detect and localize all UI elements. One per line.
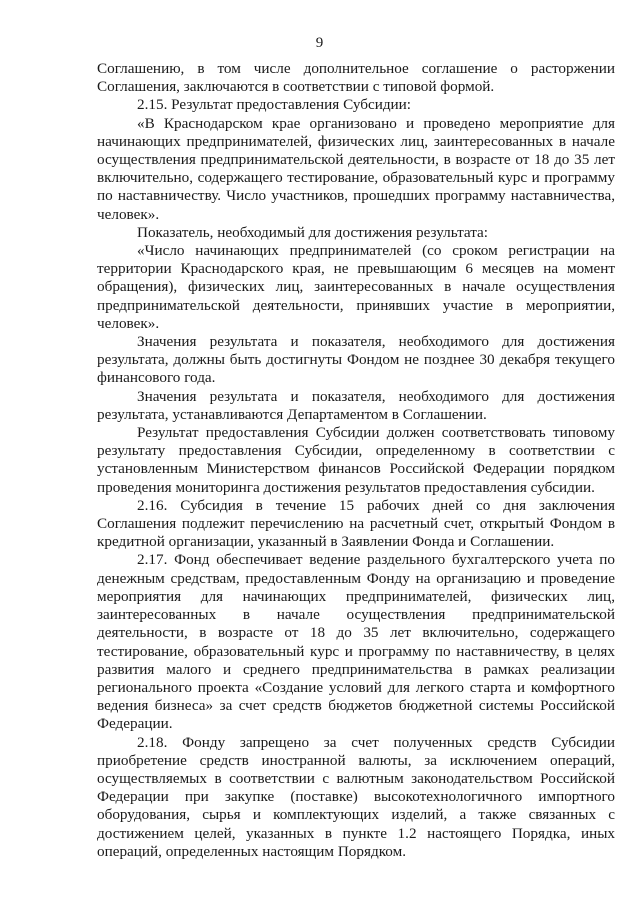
paragraph-continuation: Соглашению, в том числе дополнительное соглашение о расторжении Соглашения, заключаются в соответствии с типовой формой. bbox=[97, 60, 615, 96]
paragraph-2-15-heading: 2.15. Результат предоставления Субсидии: bbox=[137, 96, 412, 114]
paragraph-2-18: 2.18. Фонду запрещено за счет полученных средств Субсидии приобретение средств иностранной валюты, за исключением операций, осуществляемых в соответствии с валютным законодательством Российской Федерации при закупке (поставке) высокотехнологичного импортного оборудования, сырья и комплектующих изделий, а также связанных с достижением целей, указанных в пункте 1.2 настоящего Порядка, иных операций, определенных настоящим Порядком. bbox=[97, 733, 615, 860]
paragraph-deadline: Значения результата и показателя, необходимого для достижения результата, должны быть достигнуты Фондом не позднее 30 декабря текущего финансового года. bbox=[97, 333, 615, 387]
paragraph-indicator-heading: Показатель, необходимый для достижения результата: bbox=[137, 223, 489, 241]
document-body bbox=[97, 60, 615, 861]
paragraph-indicator-quote: «Число начинающих предпринимателей (со сроком регистрации на территории Краснодарского края, не превышающим 6 месяцев на момент обращения), физических лиц, заинтересованных в начале осуществления предпринимательской деятельности, принявших участие в мероприятии, человек». bbox=[97, 242, 615, 332]
paragraph-result-quote: «В Краснодарском крае организовано и проведено мероприятие для начинающих предпринимателей, физических лиц, заинтересованных в начале осуществления предпринимательской деятельности, в возрасте от 18 до 35 лет включительно, содержащего тестирование, образовательный курс и программу по наставничеству. Число участников, прошедших программу наставничества, человек». bbox=[97, 114, 615, 223]
paragraph-2-17: 2.17. Фонд обеспечивает ведение раздельного бухгалтерского учета по денежным средствам, предоставленным Фонду на организацию и проведение мероприятия для начинающих предпринимателей, физических лиц, заинтересованных в начале осуществления предпринимательской деятельности, в возрасте от 18 до 35 лет включительно, содержащего тестирование, образовательный курс и программу по наставничеству, в целях развития малого и среднего предпринимательства в рамках реализации регионального проекта «Создание условий для легкого старта и комфортного ведения бизнеса» за счет средств бюджетов бюджетной системы Российской Федерации. bbox=[97, 551, 615, 733]
paragraph-2-16: 2.16. Субсидия в течение 15 рабочих дней со дня заключения Соглашения подлежит перечислению на расчетный счет, открытый Фондом в кредитной организации, указанный в Заявлении Фонда и Соглашении. bbox=[97, 496, 615, 551]
paragraph-values-set: Значения результата и показателя, необходимого для достижения результата, устанавливаются Департаментом в Соглашении. bbox=[97, 387, 615, 423]
page-number: 9 bbox=[315, 35, 324, 51]
paragraph-typical-result: Результат предоставления Субсидии должен соответствовать типовому результату предоставления Субсидии, определенному в соответствии с установленным Министерством финансов Российской Федерации порядком проведения мониторинга достижения результатов предоставления субсидии. bbox=[97, 424, 615, 496]
